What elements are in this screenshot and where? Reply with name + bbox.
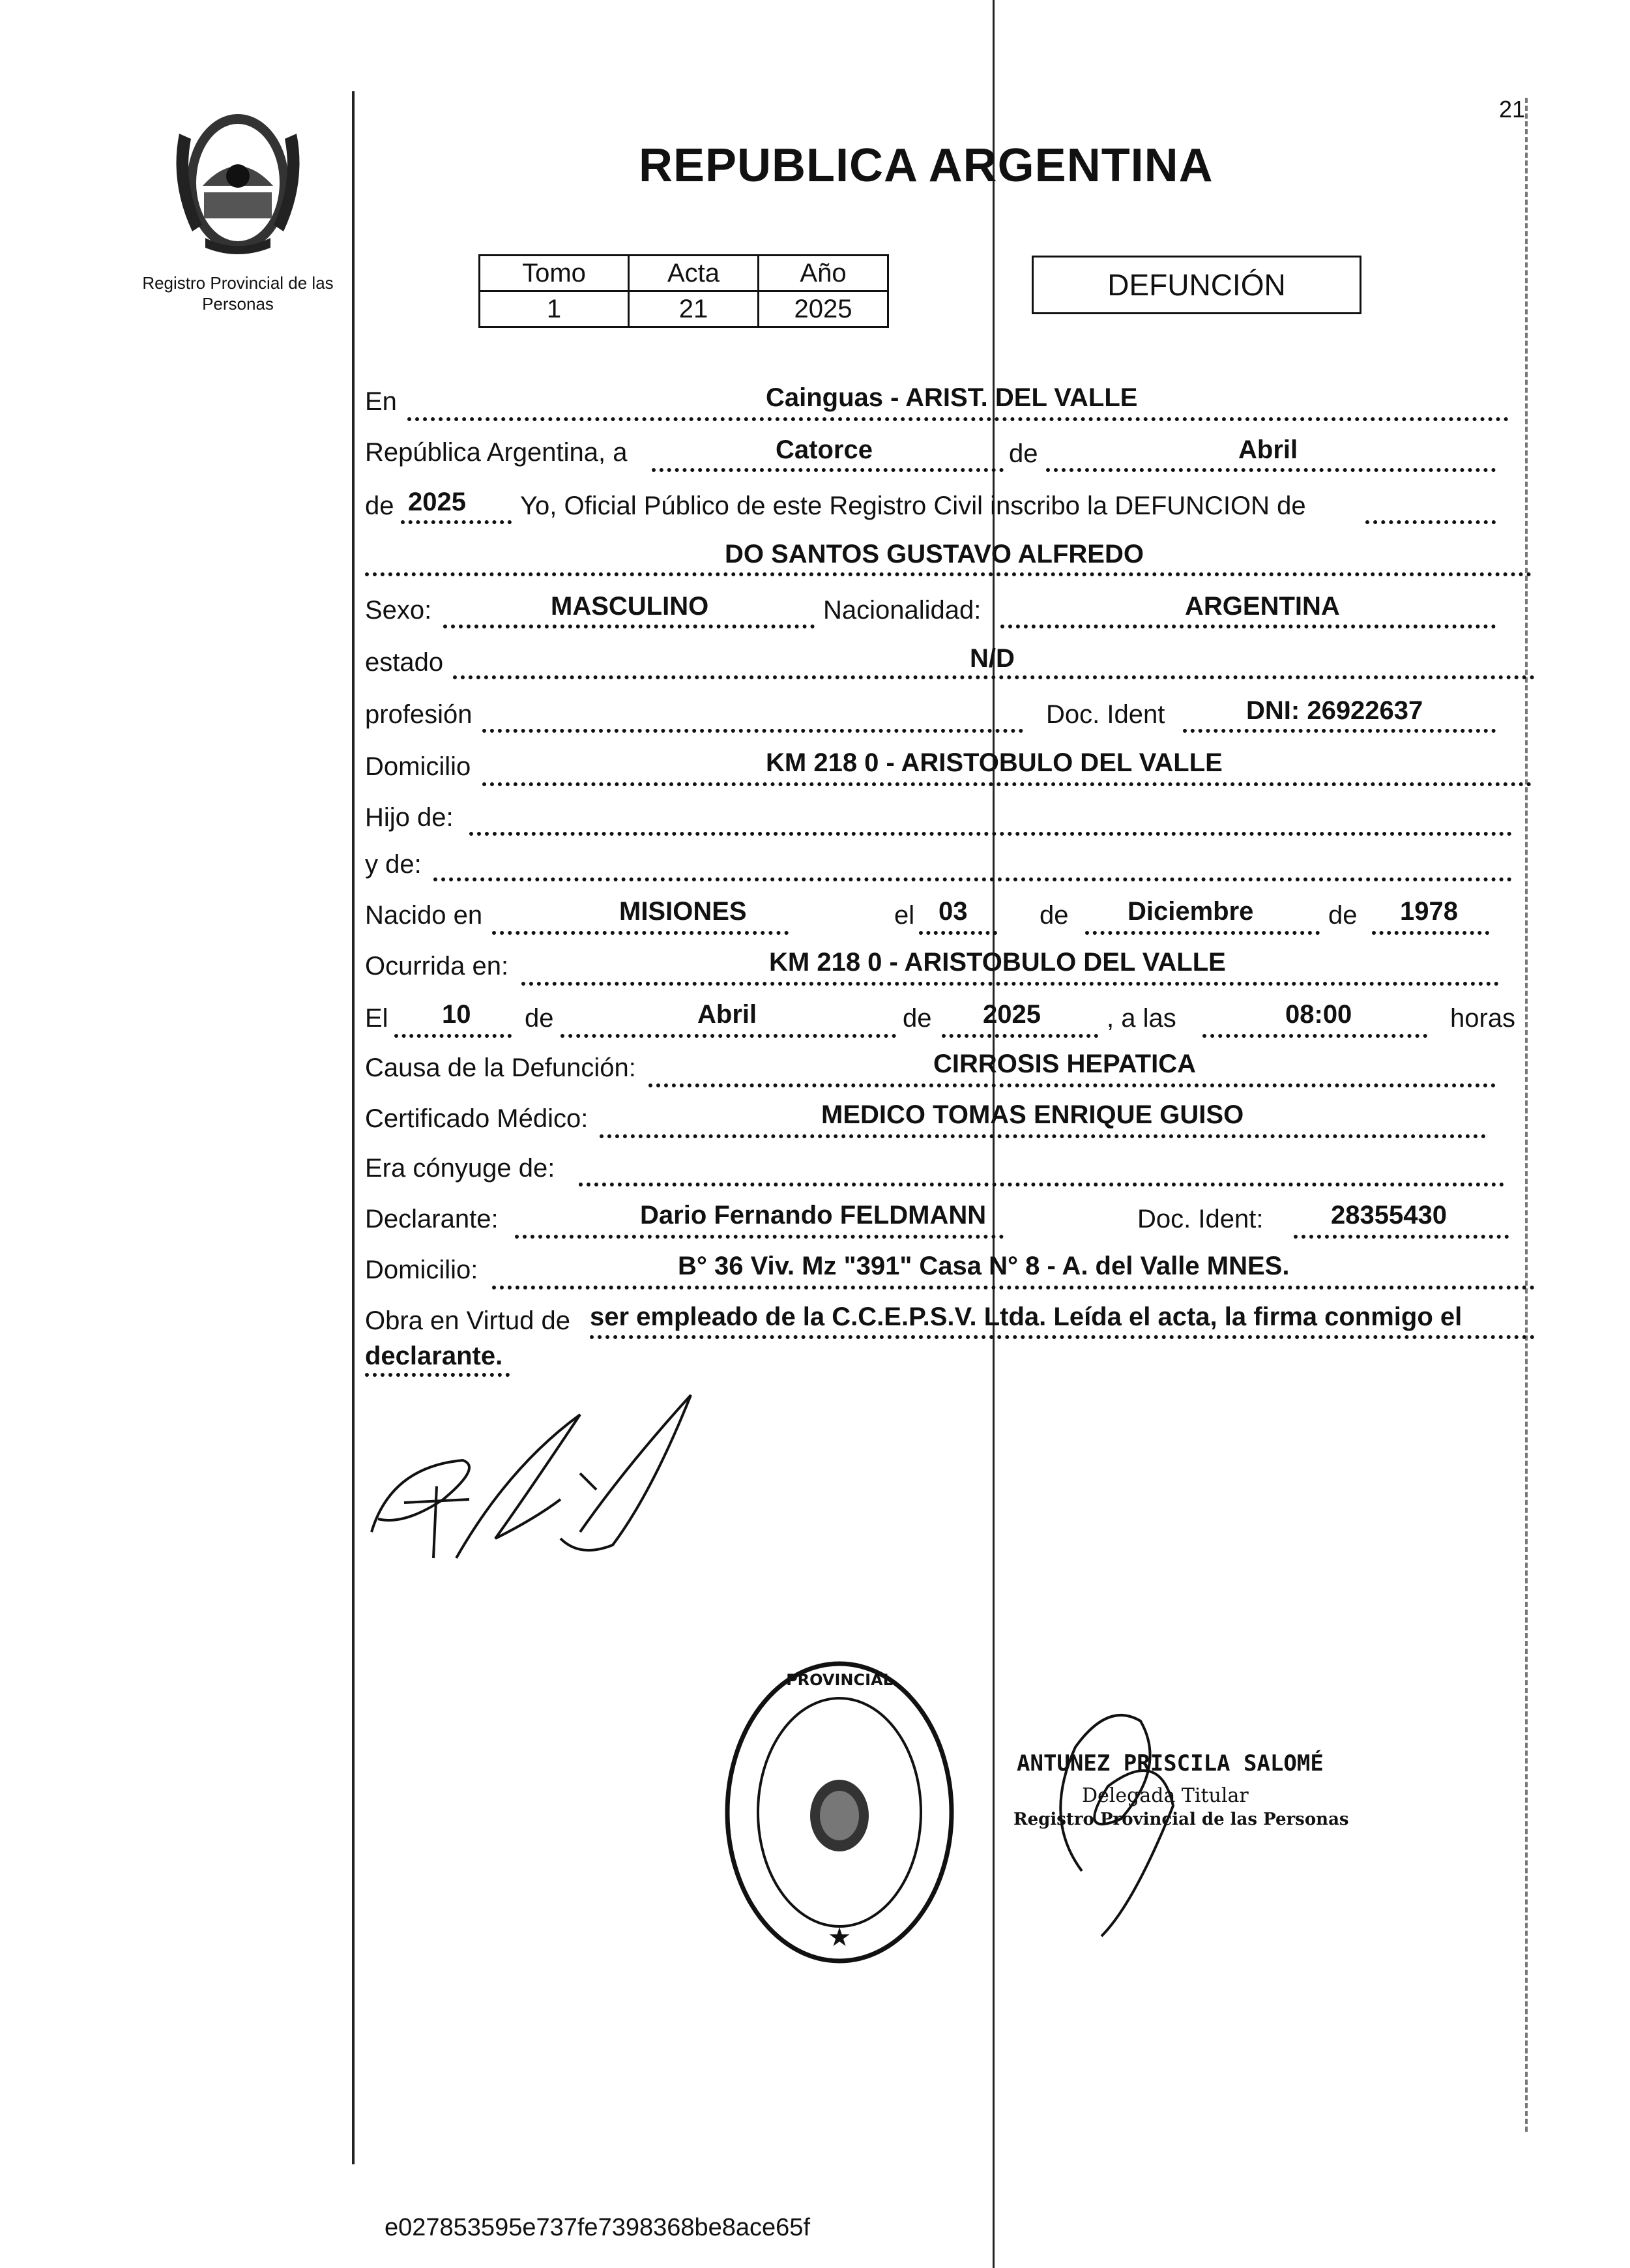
nacionalidad-line: [1000, 625, 1496, 628]
profesion-label: profesión: [365, 700, 473, 729]
domicilio2-label: Domicilio:: [365, 1256, 478, 1284]
document-type-box: DEFUNCIÓN: [1032, 256, 1361, 314]
yde-line: [433, 877, 1512, 881]
conyuge-line: [579, 1183, 1504, 1186]
birth-year-line: [1372, 931, 1489, 935]
profesion-line: [482, 729, 1023, 733]
death-time-line: [1202, 1034, 1427, 1038]
doc-ident-value: DNI: 26922637: [1246, 696, 1423, 725]
declarant-signature: [365, 1389, 717, 1584]
birth-month: Diciembre: [1128, 897, 1254, 926]
tomo-value: 1: [480, 291, 629, 327]
year-line: [401, 520, 512, 524]
domicilio2-value: B° 36 Viv. Mz "391" Casa N° 8 - A. del Valle MNES.: [678, 1252, 1290, 1280]
de-label: de: [1009, 439, 1038, 468]
birth-day: 03: [939, 897, 968, 926]
ocurrida-line: [521, 982, 1499, 986]
org-name: Registro Provincial de las Personas: [142, 273, 334, 314]
el-label: el: [894, 901, 915, 930]
en-line: [407, 417, 1509, 421]
page-title: REPUBLICA ARGENTINA: [639, 140, 1214, 192]
coat-of-arms-icon: [166, 108, 310, 258]
ano-value: 2025: [759, 291, 888, 327]
sexo-label: Sexo:: [365, 596, 432, 625]
nacido-label: Nacido en: [365, 901, 483, 930]
declarante-doc-label: Doc. Ident:: [1137, 1205, 1264, 1233]
declarante-label: Declarante:: [365, 1205, 499, 1233]
domicilio2-line: [492, 1286, 1535, 1289]
causa-line: [648, 1083, 1496, 1087]
birth-month-line: [1085, 931, 1320, 935]
death-month: Abril: [697, 1000, 757, 1029]
domicilio-line: [482, 782, 1532, 786]
conyuge-label: Era cónyuge de:: [365, 1154, 555, 1183]
obra-label: Obra en Virtud de: [365, 1306, 571, 1335]
statement-text: Yo, Oficial Público de este Registro Civil inscribo la DEFUNCION de: [520, 492, 1306, 520]
causa-label: Causa de la Defunción:: [365, 1053, 636, 1082]
right-margin-edge: [1525, 98, 1528, 2132]
deceased-name: DO SANTOS GUSTAVO ALFREDO: [725, 540, 1144, 568]
declarante-value: Dario Fernando FELDMANN: [640, 1201, 987, 1230]
estado-line: [453, 675, 1535, 679]
doc-ident-label: Doc. Ident: [1046, 700, 1165, 729]
sexo-line: [443, 625, 815, 628]
birth-day-line: [919, 931, 997, 935]
official-role: Delegada Titular: [1082, 1784, 1249, 1807]
de-label-5: de: [525, 1004, 554, 1033]
declarante-doc-line: [1294, 1235, 1509, 1239]
death-day-line: [394, 1034, 512, 1038]
en-value: Cainguas - ARIST. DEL VALLE: [766, 383, 1138, 412]
declarante-line: [515, 1235, 1004, 1239]
el2-label: El: [365, 1004, 388, 1033]
estado-value: N/D: [970, 644, 1015, 673]
certificado-label: Certificado Médico:: [365, 1104, 589, 1133]
nacido-line: [492, 931, 789, 935]
estado-label: estado: [365, 648, 444, 677]
nacido-value: MISIONES: [619, 897, 747, 926]
obra-line-2: [365, 1373, 510, 1377]
record-table: [478, 254, 889, 328]
nacionalidad-value: ARGENTINA: [1185, 592, 1340, 621]
official-signature: [1004, 1688, 1225, 1943]
death-time: 08:00: [1285, 1000, 1352, 1029]
year-value: 2025: [408, 488, 466, 516]
statement-line: [1365, 520, 1496, 524]
ano-header: Año: [759, 256, 888, 291]
de-label-4: de: [1328, 901, 1358, 930]
republica-label: República Argentina, a: [365, 438, 628, 467]
acta-value: 21: [629, 291, 759, 327]
day-line: [652, 468, 1004, 472]
ocurrida-value: KM 218 0 - ARISTOBULO DEL VALLE: [769, 948, 1226, 977]
obra-line-1: [590, 1335, 1535, 1339]
en-label: En: [365, 387, 397, 416]
domicilio-label: Domicilio: [365, 752, 471, 781]
death-year-line: [942, 1034, 1098, 1038]
domicilio-value: KM 218 0 - ARISTOBULO DEL VALLE: [766, 748, 1223, 777]
hijo-line: [469, 832, 1512, 836]
official-org: Registro Provincial de las Personas: [1013, 1810, 1349, 1829]
month-value: Abril: [1238, 435, 1298, 464]
page-number: 21: [1499, 96, 1526, 123]
tomo-header: Tomo: [480, 256, 629, 291]
registry-seal: [722, 1659, 957, 1966]
name-line: [365, 572, 1532, 576]
day-value: Catorce: [776, 435, 873, 464]
ocurrida-label: Ocurrida en:: [365, 952, 509, 980]
left-margin-line: [352, 91, 355, 2164]
declarante-doc-value: 28355430: [1331, 1201, 1447, 1230]
doc-ident-line: [1183, 729, 1496, 733]
obra-value-1: ser empleado de la C.C.E.P.S.V. Ltda. Leída el acta, la firma conmigo el: [590, 1303, 1463, 1331]
sexo-value: MASCULINO: [551, 592, 709, 621]
svg-text:PROVINCIAL: PROVINCIAL: [786, 1671, 893, 1689]
nacionalidad-label: Nacionalidad:: [823, 596, 982, 625]
acta-header: Acta: [629, 256, 759, 291]
document-hash: e027853595e737fe7398368be8ace65f: [385, 2214, 810, 2241]
de-label-2: de: [365, 492, 394, 520]
de-label-6: de: [903, 1004, 932, 1033]
yde-label: y de:: [365, 850, 422, 879]
hijo-label: Hijo de:: [365, 803, 454, 832]
official-name: ANTUNEZ PRISCILA SALOMÉ: [1017, 1750, 1324, 1776]
horas-label: horas: [1450, 1004, 1516, 1033]
death-day: 10: [442, 1000, 471, 1029]
death-month-line: [560, 1034, 896, 1038]
svg-text:★: ★: [828, 1922, 851, 1952]
certificado-value: MEDICO TOMAS ENRIQUE GUISO: [821, 1100, 1244, 1129]
birth-year: 1978: [1400, 897, 1458, 926]
death-year: 2025: [983, 1000, 1041, 1029]
causa-value: CIRROSIS HEPATICA: [933, 1050, 1196, 1078]
certificado-line: [600, 1134, 1486, 1138]
de-label-3: de: [1040, 901, 1069, 930]
month-line: [1046, 468, 1496, 472]
obra-value-2: declarante.: [365, 1342, 503, 1370]
alas-label: , a las: [1107, 1004, 1176, 1033]
